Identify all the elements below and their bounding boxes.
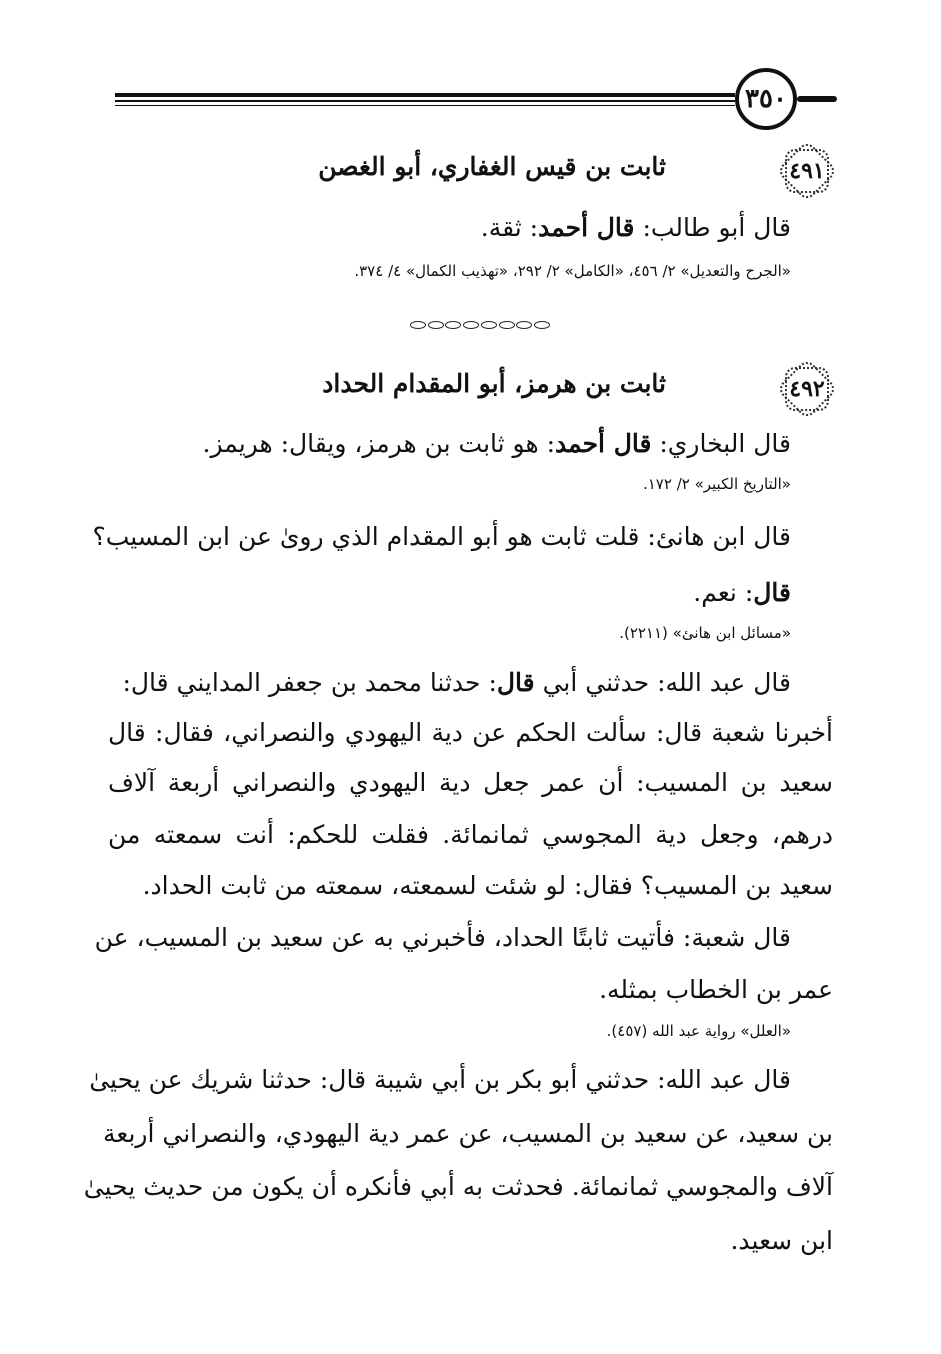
header-rule <box>115 93 735 97</box>
header-rule <box>115 100 735 102</box>
text-line: قال شعبة: فأتيت ثابتًا الحداد، فأخبرني به عن سعيد بن المسيب، عن <box>94 923 791 952</box>
text-line: سعيد بن المسيب: أن عمر جعل دية اليهودي والنصراني أربعة آلاف <box>108 768 833 797</box>
text-line: قال عبد الله: حدثني أبو بكر بن أبي شيبة قال: حدثنا شريك عن يحيىٰ <box>89 1065 791 1094</box>
entry-title: ثابت بن هرمز، أبو المقدام الحداد <box>322 369 666 398</box>
entry-number: ٤٩١ <box>789 158 825 184</box>
text-line: قال البخاري: قال أحمد: هو ثابت بن هرمز، ويقال: هريمز. <box>202 429 791 458</box>
text-line: بن سعيد، عن سعيد بن المسيب، عن عمر دية اليهودي، والنصراني أربعة <box>103 1119 833 1148</box>
entry-number: ٤٩٢ <box>789 376 825 402</box>
citation: «الجرح والتعديل» ٢/ ٤٥٦، «الكامل» ٢/ ٢٩٢، «تهذيب الكمال» ٤/ ٣٧٤. <box>354 262 791 280</box>
text-line: أخبرنا شعبة قال: سألت الحكم عن دية اليهودي والنصراني، فقال: قال <box>108 718 833 747</box>
header-ornament <box>797 96 837 102</box>
text-line: قال ابن هانئ: قلت ثابت هو أبو المقدام الذي روىٰ عن ابن المسيب؟ <box>92 522 791 551</box>
text-line: قال أبو طالب: قال أحمد: ثقة. <box>480 213 791 242</box>
entry-number-badge <box>778 366 836 412</box>
header-rule <box>115 105 735 106</box>
text-line: قال: نعم. <box>693 578 791 607</box>
text-line: درهم، وجعل دية المجوسي ثمانمائة. فقلت للحكم: أنت سمعته من <box>108 820 833 849</box>
entry-number-badge <box>778 148 836 194</box>
text-line: عمر بن الخطاب بمثله. <box>599 975 833 1004</box>
text-line: قال عبد الله: حدثني أبي قال: حدثنا محمد بن جعفر المدايني قال: <box>122 668 791 697</box>
citation: «التاريخ الكبير» ٢/ ١٧٢. <box>642 475 791 493</box>
text-line: ابن سعيد. <box>730 1226 833 1255</box>
text-line: سعيد بن المسيب؟ فقال: لو شئت لسمعته، سمعته من ثابت الحداد. <box>142 871 833 900</box>
text-line: آلاف والمجوسي ثمانمائة. فحدثت به أبي فأنكره أن يكون من حديث يحيىٰ <box>83 1172 833 1201</box>
entry-title: ثابت بن قيس الغفاري، أبو الغصن <box>318 152 666 181</box>
citation: «العلل» رواية عبد الله (٤٥٧). <box>606 1022 791 1040</box>
page-number: ٣٥٠ <box>735 68 797 130</box>
citation: «مسائل ابن هانئ» (٢٢١١). <box>619 624 791 642</box>
section-divider-ornament <box>410 318 550 332</box>
